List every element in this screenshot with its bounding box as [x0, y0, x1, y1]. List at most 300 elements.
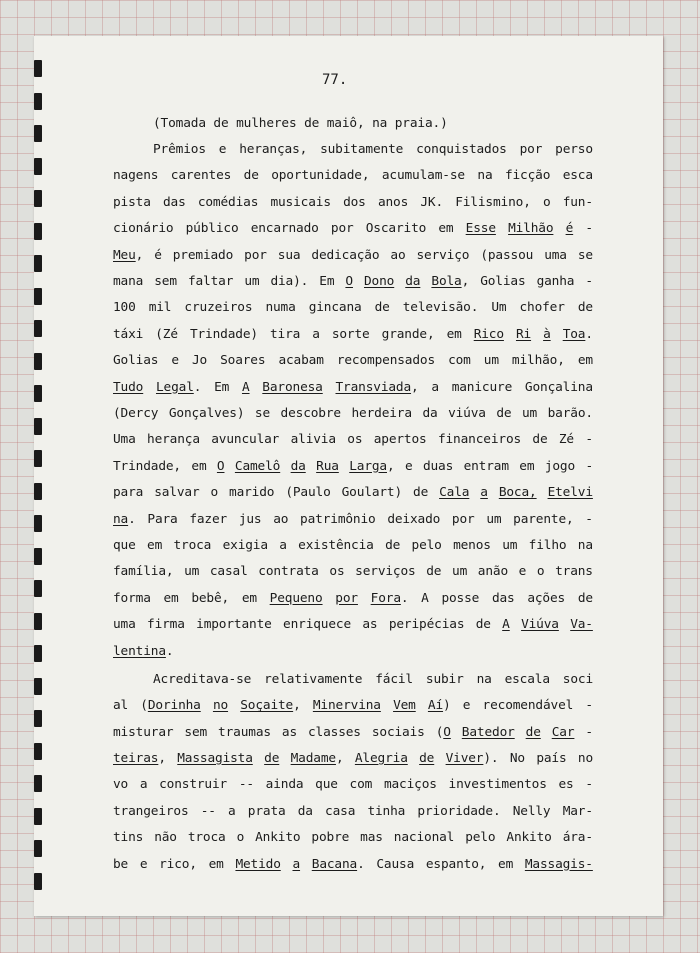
text-span: anos [377, 194, 409, 210]
text-span: Um [491, 300, 507, 316]
underlined-title: Bola [431, 274, 462, 290]
word [452, 380, 512, 395]
word [159, 777, 227, 792]
text-span: grande, [381, 326, 435, 342]
word [113, 353, 158, 368]
word [311, 830, 349, 845]
underlined-title: da [405, 274, 421, 290]
text-line [113, 400, 593, 426]
text-line-content [113, 485, 593, 500]
text-span: carentes [170, 168, 232, 184]
word [113, 221, 173, 236]
text-span: um [483, 353, 499, 369]
word [235, 459, 280, 474]
word [113, 274, 143, 289]
text-span: dedicação [311, 247, 380, 263]
underlined-title: teiras [113, 751, 159, 767]
word [309, 300, 362, 315]
text-span: um [521, 405, 538, 421]
word [240, 698, 300, 713]
word [537, 564, 545, 579]
underlined-title: lentina [113, 643, 166, 659]
text-span: , [461, 274, 470, 290]
underlined-title: de [525, 724, 541, 740]
text-span: público [185, 221, 239, 237]
word [270, 195, 330, 210]
word [214, 380, 229, 395]
word [228, 804, 236, 819]
text-line [113, 374, 593, 400]
word [349, 459, 394, 474]
text-span: de [243, 168, 259, 184]
text-span: (Paulo [285, 485, 331, 501]
word [480, 248, 533, 263]
text-span: recompensados [336, 353, 436, 369]
word [566, 221, 574, 236]
word [384, 777, 437, 792]
text-span: em [438, 221, 454, 237]
text-span: por [451, 511, 475, 527]
word [520, 142, 543, 157]
word [446, 751, 499, 766]
text-span: troca [173, 537, 212, 553]
word [578, 353, 593, 368]
word [270, 591, 323, 606]
word [239, 142, 307, 157]
word [452, 564, 467, 579]
text-line [113, 745, 593, 771]
text-span: para [113, 485, 144, 501]
word [325, 804, 355, 819]
word [465, 830, 495, 845]
underlined-title: da [290, 458, 306, 474]
text-span: (Tomada de mulheres de maiô, na praia.) [153, 115, 448, 131]
word [184, 300, 252, 315]
binder-hole [34, 515, 42, 532]
text-span: pista [113, 194, 151, 210]
word [223, 538, 268, 553]
text-span: tinha [367, 803, 406, 819]
text-span: casa [325, 803, 356, 819]
text-line [113, 825, 593, 851]
text-span: e [462, 698, 471, 714]
word [237, 830, 245, 845]
text-line [113, 719, 593, 745]
text-span: Gonçalves) [168, 405, 245, 421]
word [441, 591, 479, 606]
word [270, 274, 308, 289]
text-span: es [558, 777, 574, 793]
text-span: numa [265, 300, 296, 316]
binder-hole [34, 775, 42, 792]
text-span: anão [477, 564, 508, 580]
text-span: tins [113, 830, 144, 846]
text-span: Acreditava-se [153, 671, 252, 687]
text-span: Em [214, 379, 230, 395]
text-span: com [448, 353, 471, 369]
text-span: parente, [513, 511, 574, 527]
binder-hole [34, 353, 42, 370]
text-span: prata [247, 803, 286, 819]
text-span: a [139, 777, 148, 793]
text-span: musicais [270, 194, 331, 210]
word [255, 406, 270, 421]
word [570, 617, 593, 632]
word [218, 725, 271, 740]
text-span: ( [140, 698, 148, 714]
text-span: família, [113, 564, 174, 580]
word [292, 857, 300, 872]
underlined-title: de [419, 751, 435, 767]
text-span: construir [159, 777, 228, 793]
underlined-title: O [216, 458, 225, 474]
underlined-title: Aí [427, 698, 444, 714]
underlined-title: é [565, 221, 574, 237]
word [282, 725, 297, 740]
text-span: na [477, 168, 493, 184]
word [505, 168, 550, 183]
word [502, 538, 517, 553]
word [412, 538, 442, 553]
text-line-content [113, 591, 593, 606]
word [555, 142, 593, 157]
text-span: Goulart) [341, 485, 403, 501]
text-span: alivia [290, 432, 336, 448]
word [378, 195, 408, 210]
word [219, 142, 227, 157]
word [337, 353, 435, 368]
text-line [113, 348, 593, 374]
word [480, 274, 525, 289]
text-span: em [191, 458, 207, 474]
text-line-content [113, 195, 593, 210]
binder-hole [34, 60, 42, 77]
text-span: a [312, 326, 320, 342]
binder-hole [34, 710, 42, 727]
text-span: chofer [519, 300, 565, 316]
word [113, 459, 181, 474]
word [279, 538, 287, 553]
text-line-content [113, 751, 593, 766]
text-span: sua [277, 247, 301, 263]
word [532, 432, 547, 447]
text-span: - [585, 511, 593, 527]
text-span: esca [562, 168, 593, 184]
text-span: . [193, 379, 202, 395]
text-line-content [113, 380, 593, 395]
text-span: de [413, 485, 429, 501]
word [492, 591, 515, 606]
word [163, 195, 186, 210]
underlined-title: Camelô [234, 458, 281, 474]
word [578, 248, 593, 263]
text-line [113, 798, 593, 824]
binder-hole [34, 125, 42, 142]
text-span: os [329, 564, 345, 580]
word [229, 485, 274, 500]
text-line [113, 585, 593, 611]
word [519, 564, 527, 579]
word [113, 830, 143, 845]
underlined-title: Vem [393, 698, 416, 714]
word [563, 672, 593, 687]
binder-hole [34, 320, 42, 337]
text-span: , [387, 458, 395, 474]
word [366, 221, 426, 236]
binder-hole [34, 93, 42, 110]
text-span: país [536, 751, 567, 767]
text-span: ao [390, 247, 406, 263]
text-span: de [385, 537, 401, 553]
text-span: manicure [451, 379, 513, 395]
text-span: oportunidade, [271, 168, 370, 184]
text-span: ganha [536, 274, 575, 290]
text-line [113, 559, 593, 585]
text-span: enriquece [283, 617, 352, 633]
text-span: sociais [371, 724, 425, 740]
text-span: contrata [258, 564, 319, 580]
underlined-title: de [264, 751, 280, 767]
text-span: troca [187, 830, 226, 846]
text-span: sem [154, 274, 177, 290]
text-span: existência [298, 537, 374, 553]
word [350, 777, 373, 792]
word [448, 406, 486, 421]
word [476, 617, 491, 632]
text-span: fácil [375, 671, 413, 687]
word [478, 564, 508, 579]
text-line-content [113, 406, 593, 421]
text-span: importante [196, 617, 272, 633]
underlined-title: Va- [570, 617, 593, 633]
word [578, 300, 593, 315]
underlined-title: Dono [364, 274, 395, 290]
word [155, 327, 178, 342]
word [439, 485, 469, 500]
text-span: Para [147, 511, 178, 527]
word [374, 432, 427, 447]
text-span: exigia [222, 537, 268, 553]
text-span: nagens [113, 168, 159, 184]
binder-hole [34, 483, 42, 500]
word [499, 485, 537, 500]
binder-hole [34, 450, 42, 467]
word [506, 830, 551, 845]
underlined-title: Madame [290, 751, 336, 767]
word [255, 830, 300, 845]
word [382, 168, 465, 183]
text-span: gincana [308, 300, 362, 316]
text-span: e [518, 564, 527, 580]
text-span: um [502, 537, 518, 553]
text-line [113, 110, 593, 136]
text-span: que [113, 537, 136, 553]
binder-hole [34, 223, 42, 240]
word [283, 617, 351, 632]
text-span: um [452, 564, 468, 580]
text-span: - [585, 458, 593, 474]
text-span: comédias [197, 194, 259, 210]
text-line [113, 453, 593, 479]
word [191, 591, 229, 606]
word [526, 725, 541, 740]
binder-hole [34, 678, 42, 695]
word [355, 751, 408, 766]
body-text [113, 110, 593, 877]
word [113, 406, 158, 421]
text-span: ( [435, 724, 444, 740]
word [536, 751, 566, 766]
text-span: serviços [355, 564, 416, 580]
text-span: soci [562, 671, 593, 687]
text-span: -- [238, 777, 254, 793]
word [543, 327, 551, 342]
word [153, 142, 206, 157]
word [154, 830, 177, 845]
word [316, 459, 339, 474]
text-span: de [374, 300, 390, 316]
text-span: patrimônio [300, 511, 376, 527]
text-span: - [585, 724, 593, 740]
text-span: salvar [154, 485, 200, 501]
word [585, 777, 593, 792]
word [376, 857, 414, 872]
text-line-content [113, 353, 593, 368]
word [140, 777, 148, 792]
word [438, 432, 521, 447]
text-span: JK. [420, 194, 444, 210]
word [505, 672, 550, 687]
text-span: tira [269, 326, 301, 342]
underlined-title: Cala [439, 485, 470, 501]
word [209, 857, 224, 872]
word [113, 432, 136, 447]
word [291, 432, 336, 447]
underlined-title: Toa [562, 326, 586, 342]
text-span: é [154, 247, 162, 263]
text-span: al [113, 698, 129, 714]
underlined-title: Transviada [335, 379, 412, 395]
text-span: nacional [393, 830, 455, 846]
word [192, 353, 207, 368]
word [173, 538, 211, 553]
underlined-title: Larga [349, 458, 387, 474]
text-span: bebê, [191, 590, 230, 606]
text-span: posse [441, 590, 480, 606]
text-span: um [486, 511, 502, 527]
underlined-title: Tudo [113, 379, 144, 395]
underlined-title: Baronesa [262, 379, 323, 395]
word [343, 195, 366, 210]
text-span: Soares [220, 353, 266, 369]
word [367, 804, 405, 819]
word [516, 327, 531, 342]
text-line-content [113, 538, 593, 553]
text-span: as [362, 617, 378, 633]
word [371, 591, 409, 606]
text-span: be [113, 856, 129, 872]
word [173, 248, 233, 263]
text-span: ficção [504, 168, 551, 184]
text-line [113, 611, 593, 637]
word [385, 538, 400, 553]
text-span: as [281, 724, 298, 740]
text-span: táxi [113, 326, 144, 342]
text-span: por [244, 247, 267, 263]
text-span: 100 [113, 300, 136, 316]
word [521, 617, 559, 632]
text-span: trans [555, 564, 593, 580]
word [217, 459, 225, 474]
text-span: deixado [387, 511, 441, 527]
text-span: investimentos [448, 777, 547, 793]
text-span: conquistados [416, 142, 507, 158]
word [244, 248, 267, 263]
word [362, 617, 377, 632]
text-span: , [293, 698, 301, 714]
word [113, 248, 143, 263]
word [113, 617, 136, 632]
word [585, 432, 593, 447]
text-span: - [585, 777, 593, 793]
underlined-title: Minervina [312, 698, 381, 714]
text-span: um [244, 274, 260, 290]
text-span: uma [544, 247, 567, 263]
text-line-content [113, 777, 593, 792]
text-span: jogo [544, 458, 576, 474]
word [113, 327, 143, 342]
text-span: e [404, 458, 413, 474]
text-span: e [218, 142, 227, 158]
text-span: Gonçalina [524, 379, 593, 395]
word [265, 300, 295, 315]
word [331, 221, 354, 236]
word [578, 591, 593, 606]
word [453, 538, 491, 553]
word [189, 512, 227, 527]
word [113, 195, 151, 210]
text-span: descobre [280, 405, 341, 421]
word [375, 300, 390, 315]
word [308, 725, 361, 740]
word [113, 380, 143, 395]
word [140, 857, 148, 872]
underlined-title: Massagista [177, 751, 253, 767]
word [311, 248, 379, 263]
word [291, 751, 344, 766]
word [544, 248, 567, 263]
word [342, 485, 402, 500]
word [578, 538, 593, 553]
word [431, 274, 469, 289]
text-span: prioridade. [417, 803, 501, 819]
text-line-content [113, 221, 593, 236]
text-line-content [153, 142, 593, 157]
text-line-content [113, 327, 593, 342]
word [525, 380, 593, 395]
text-span: classes [307, 724, 361, 740]
word [239, 512, 262, 527]
word [113, 591, 151, 606]
text-span: Filismino, [455, 194, 531, 210]
page-number: 77. [322, 72, 348, 88]
text-span: mana [113, 274, 144, 290]
text-span: marido [229, 485, 275, 501]
text-span: se [577, 247, 593, 263]
text-span: entram [463, 458, 509, 474]
underlined-title: Fora [370, 590, 401, 606]
text-span: viúva [448, 405, 486, 421]
